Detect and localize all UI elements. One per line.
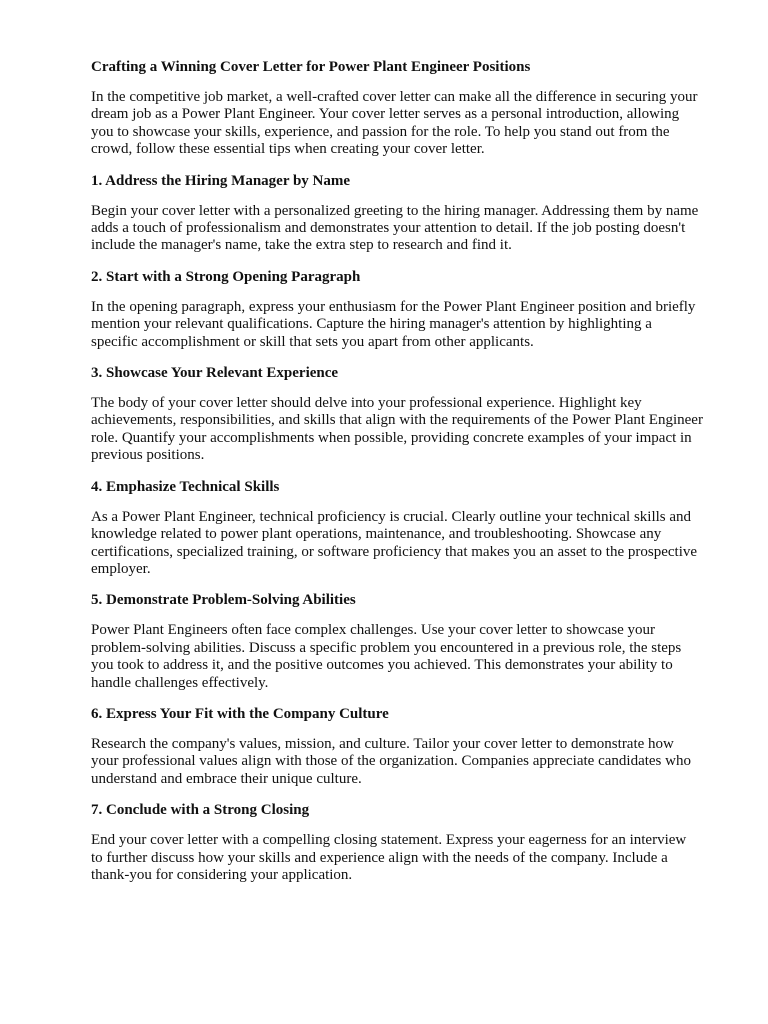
body-line: include the manager's name, take the extra step to research and find it. [91, 237, 512, 254]
body-line: As a Power Plant Engineer, technical proficiency is crucial. Clearly outline your technical skills and [91, 508, 692, 525]
body-line: mention your relevant qualifications. Capture the hiring manager's attention by highlighting a [91, 316, 652, 333]
section-body-technical-skills [91, 509, 729, 579]
section-heading-company-culture: 6. Express Your Fit with the Company Culture [91, 705, 389, 722]
section-body-opening-paragraph [91, 299, 729, 351]
document-page [91, 58, 729, 884]
body-line: specific accomplishment or skill that sets you apart from other applicants. [91, 333, 534, 350]
body-line: End your cover letter with a compelling closing statement. Express your eagerness for an interview [91, 832, 687, 849]
body-line: your professional values align with those of the organization. Companies appreciate candidates who [91, 753, 691, 770]
intro-line: crowd, follow these essential tips when creating your cover letter. [91, 141, 485, 158]
section-heading-strong-closing: 7. Conclude with a Strong Closing [91, 802, 310, 819]
body-line: knowledge related to power plant operations, maintenance, and troubleshooting. Showcase any [91, 526, 662, 543]
section-heading-relevant-experience: 3. Showcase Your Relevant Experience [91, 365, 339, 382]
body-line: problem-solving abilities. Discuss a specific problem you encountered in a previous role, the steps [91, 639, 682, 656]
body-line: Begin your cover letter with a personalized greeting to the hiring manager. Addressing them by name [91, 202, 699, 219]
section-heading-problem-solving: 5. Demonstrate Problem-Solving Abilities [91, 592, 356, 609]
document-title: Crafting a Winning Cover Letter for Power Plant Engineer Positions [91, 59, 531, 75]
section-body-relevant-experience [91, 395, 729, 465]
body-line: to further discuss how your skills and experience align with the needs of the company. Include a [91, 849, 668, 866]
body-line: Power Plant Engineers often face complex challenges. Use your cover letter to showcase your [91, 622, 655, 639]
intro-line: you to showcase your skills, experience, and passion for the role. To help you stand out from the [91, 123, 670, 140]
section-body-company-culture [91, 736, 729, 788]
section-body-problem-solving [91, 622, 729, 692]
body-line: role. Quantify your accomplishments when possible, providing concrete examples of your impact in [91, 429, 692, 446]
section-heading-address-manager: 1. Address the Hiring Manager by Name [91, 172, 351, 189]
body-line: previous positions. [91, 447, 205, 464]
body-line: The body of your cover letter should delve into your professional experience. Highlight key [91, 395, 642, 412]
body-line: thank-you for considering your application. [91, 866, 353, 883]
body-line: adds a touch of professionalism and demonstrates your attention to detail. If the job posting doesn't [91, 220, 686, 237]
intro-line: In the competitive job market, a well-crafted cover letter can make all the difference in securing your [91, 89, 698, 105]
intro-line: dream job as a Power Plant Engineer. Your cover letter serves as a personal introduction, allowing [91, 106, 680, 123]
body-line: you took to address it, and the positive outcomes you achieved. This demonstrates your ability to [91, 657, 673, 674]
body-line: Research the company's values, mission, and culture. Tailor your cover letter to demonstrate how [91, 735, 674, 752]
body-line: understand and embrace their unique culture. [91, 770, 362, 787]
intro-paragraph [91, 89, 729, 159]
body-line: achievements, responsibilities, and skills that align with the requirements of the Power Plant Engineer [91, 412, 703, 429]
section-heading-technical-skills: 4. Emphasize Technical Skills [91, 478, 280, 495]
body-line: handle challenges effectively. [91, 674, 269, 691]
body-line: certifications, specialized training, or software proficiency that makes you an asset to the prospective [91, 543, 698, 560]
section-body-strong-closing [91, 832, 729, 884]
section-heading-opening-paragraph: 2. Start with a Strong Opening Paragraph [91, 268, 361, 285]
section-body-address-manager [91, 203, 729, 255]
body-line: In the opening paragraph, express your enthusiasm for the Power Plant Engineer position and briefly [91, 298, 696, 315]
body-line: employer. [91, 560, 151, 577]
